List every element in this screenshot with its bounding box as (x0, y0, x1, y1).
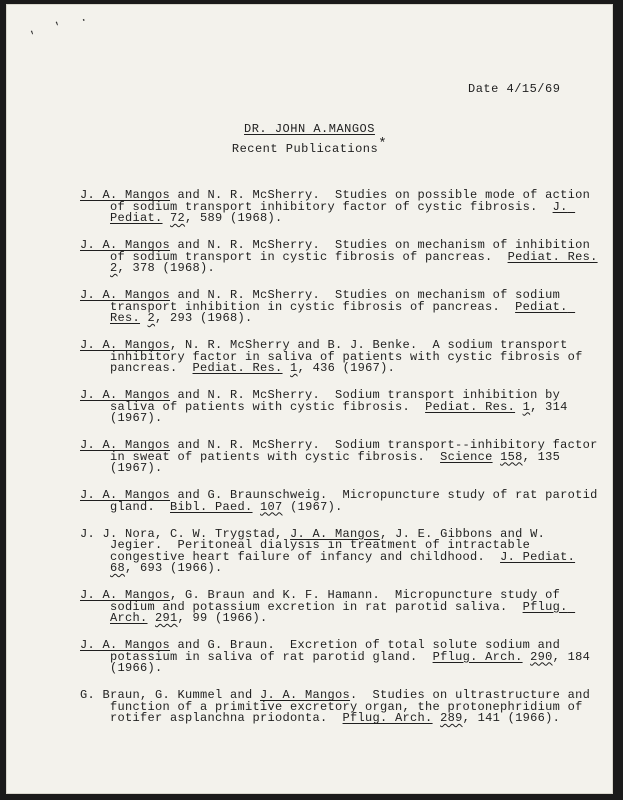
publication-list (80, 190, 605, 740)
highlighted-author: J. A. Mangos (80, 288, 171, 302)
spacer (523, 650, 531, 664)
publication-entry (80, 526, 605, 575)
volume-number: 1 (290, 361, 298, 375)
spacer (140, 311, 148, 325)
volume-number: 289 (440, 711, 463, 725)
citation-body: and N. R. McSherry. Sodium transport inhibition by saliva of patients with cystic fibrosis. (110, 388, 568, 414)
publication-entry (80, 590, 605, 625)
highlighted-author: J. A. Mangos (80, 388, 171, 402)
volume-number: 290 (530, 649, 553, 664)
highlighted-author: J. A. Mangos (80, 488, 171, 502)
citation-body: and N. R. McSherry. Studies on mechanism of sodium transport inhibition in cystic fibrosis of pancreas. (110, 288, 568, 314)
spacer (515, 400, 523, 414)
journal-name: Pflug. Arch. (110, 599, 576, 625)
section-title-text: Recent Publications (231, 142, 379, 156)
volume-number: 68 (110, 561, 126, 575)
pages-year: , 693 (1966). (125, 561, 223, 575)
volume-number: 107 (260, 499, 283, 514)
pages-year: (1967). (282, 499, 343, 514)
document-date: Date 4/15/69 (468, 82, 561, 96)
publication-entry (80, 490, 605, 513)
spacer (163, 211, 171, 225)
highlighted-author: J. A. Mangos (80, 188, 171, 202)
journal-name: Pediat. Res. (110, 299, 576, 325)
journal-name: Pediat. Res. (425, 399, 516, 414)
citation-body: . Studies on ultrastructure and function of a primitive excretory organ, the protonephridium of rotifer asplanchna priodonta. (110, 688, 598, 725)
volume-number: 72 (170, 211, 186, 225)
publication-entry (80, 690, 605, 725)
citation-body: , J. E. Gibbons and W. Jegier. Peritoneal dialysis in treatment of intractable congestive heart failure of infancy and childhood. (110, 526, 553, 564)
citation-body: , N. R. McSherry and B. J. Benke. A sodium transport inhibitory factor in saliva of patients with cystic fibrosis of pancreas. (110, 338, 591, 375)
pages-year: , 293 (1968). (155, 311, 253, 325)
volume-number: 1 (522, 399, 531, 414)
journal-name: Pediat. Res. (507, 249, 598, 264)
footnote-asterisk: * (378, 136, 388, 152)
citation-body: and N. R. McSherry. Studies on possible mode of action of sodium transport inhibitory factor of cystic fibrosis. (110, 188, 598, 214)
pages-year: , 314 (1967). (110, 399, 576, 425)
stray-marks: ' ' . (27, 8, 95, 44)
journal-name: J. Pediat. (110, 199, 576, 225)
journal-name: Science (440, 449, 493, 464)
highlighted-author: J. A. Mangos (80, 638, 171, 652)
citation-body: and N. R. McSherry. Sodium transport--inhibitory factor in sweat of patients with cystic fibrosis. (110, 438, 606, 464)
journal-name: Pflug. Arch. (342, 711, 433, 725)
citation-body: and G. Braun. Excretion of total solute sodium and potassium in saliva of rat parotid gland. (110, 638, 568, 664)
pages-year: , 184 (1966). (110, 649, 598, 675)
pages-year: , 378 (1968). (117, 261, 216, 275)
publication-entry (80, 290, 605, 325)
volume-number: 291 (155, 611, 178, 625)
pages-year: , 135 (1967). (110, 449, 568, 475)
author-heading (6, 122, 613, 136)
citation-body: , G. Braun and K. F. Hamann. Micropuncture study of sodium and potassium excretion in rat parotid saliva. (110, 588, 568, 614)
journal-name: Bibl. Paed. (170, 499, 253, 514)
publication-entry (80, 640, 605, 675)
highlighted-author: J. A. Mangos (260, 688, 351, 702)
volume-number: 2 (147, 311, 156, 325)
highlighted-author: J. A. Mangos (80, 438, 171, 452)
section-title (6, 136, 613, 157)
pages-year: , 99 (1966). (177, 611, 268, 625)
coauthors-prefix: J. J. Nora, C. W. Trygstad, (80, 526, 291, 541)
coauthors-prefix: G. Braun, G. Kummel and (80, 688, 261, 702)
volume-number: 2 (110, 261, 118, 275)
spacer (433, 711, 441, 725)
spacer (493, 450, 501, 464)
pages-year: , 589 (1968). (185, 211, 283, 225)
volume-number: 158 (500, 449, 523, 464)
pages-year: , 141 (1966). (462, 711, 561, 725)
highlighted-author: J. A. Mangos (80, 238, 171, 252)
spacer (598, 250, 606, 264)
journal-name: Pflug. Arch. (432, 649, 523, 664)
citation-body: and G. Braunschweig. Micropuncture study of rat parotid gland. (110, 488, 606, 514)
publication-entry (80, 440, 605, 475)
journal-name: J. Pediat. (500, 549, 576, 564)
highlighted-author: J. A. Mangos (80, 338, 171, 352)
publication-entry (80, 390, 605, 425)
document-page (6, 4, 613, 794)
pages-year: , 436 (1967). (297, 361, 396, 375)
publication-entry (80, 190, 605, 225)
spacer (575, 550, 583, 564)
spacer (283, 361, 291, 375)
spacer (253, 500, 261, 514)
publication-entry (80, 240, 605, 275)
spacer (148, 611, 156, 625)
highlighted-author: J. A. Mangos (80, 588, 171, 602)
citation-body: and N. R. McSherry. Studies on mechanism of inhibition of sodium transport in cystic fibrosis of pancreas. (110, 238, 598, 264)
journal-name: Pediat. Res. (192, 361, 283, 375)
highlighted-author: J. A. Mangos (290, 526, 381, 541)
publication-entry (80, 340, 605, 375)
author-name: DR. JOHN A.MANGOS (244, 122, 375, 136)
